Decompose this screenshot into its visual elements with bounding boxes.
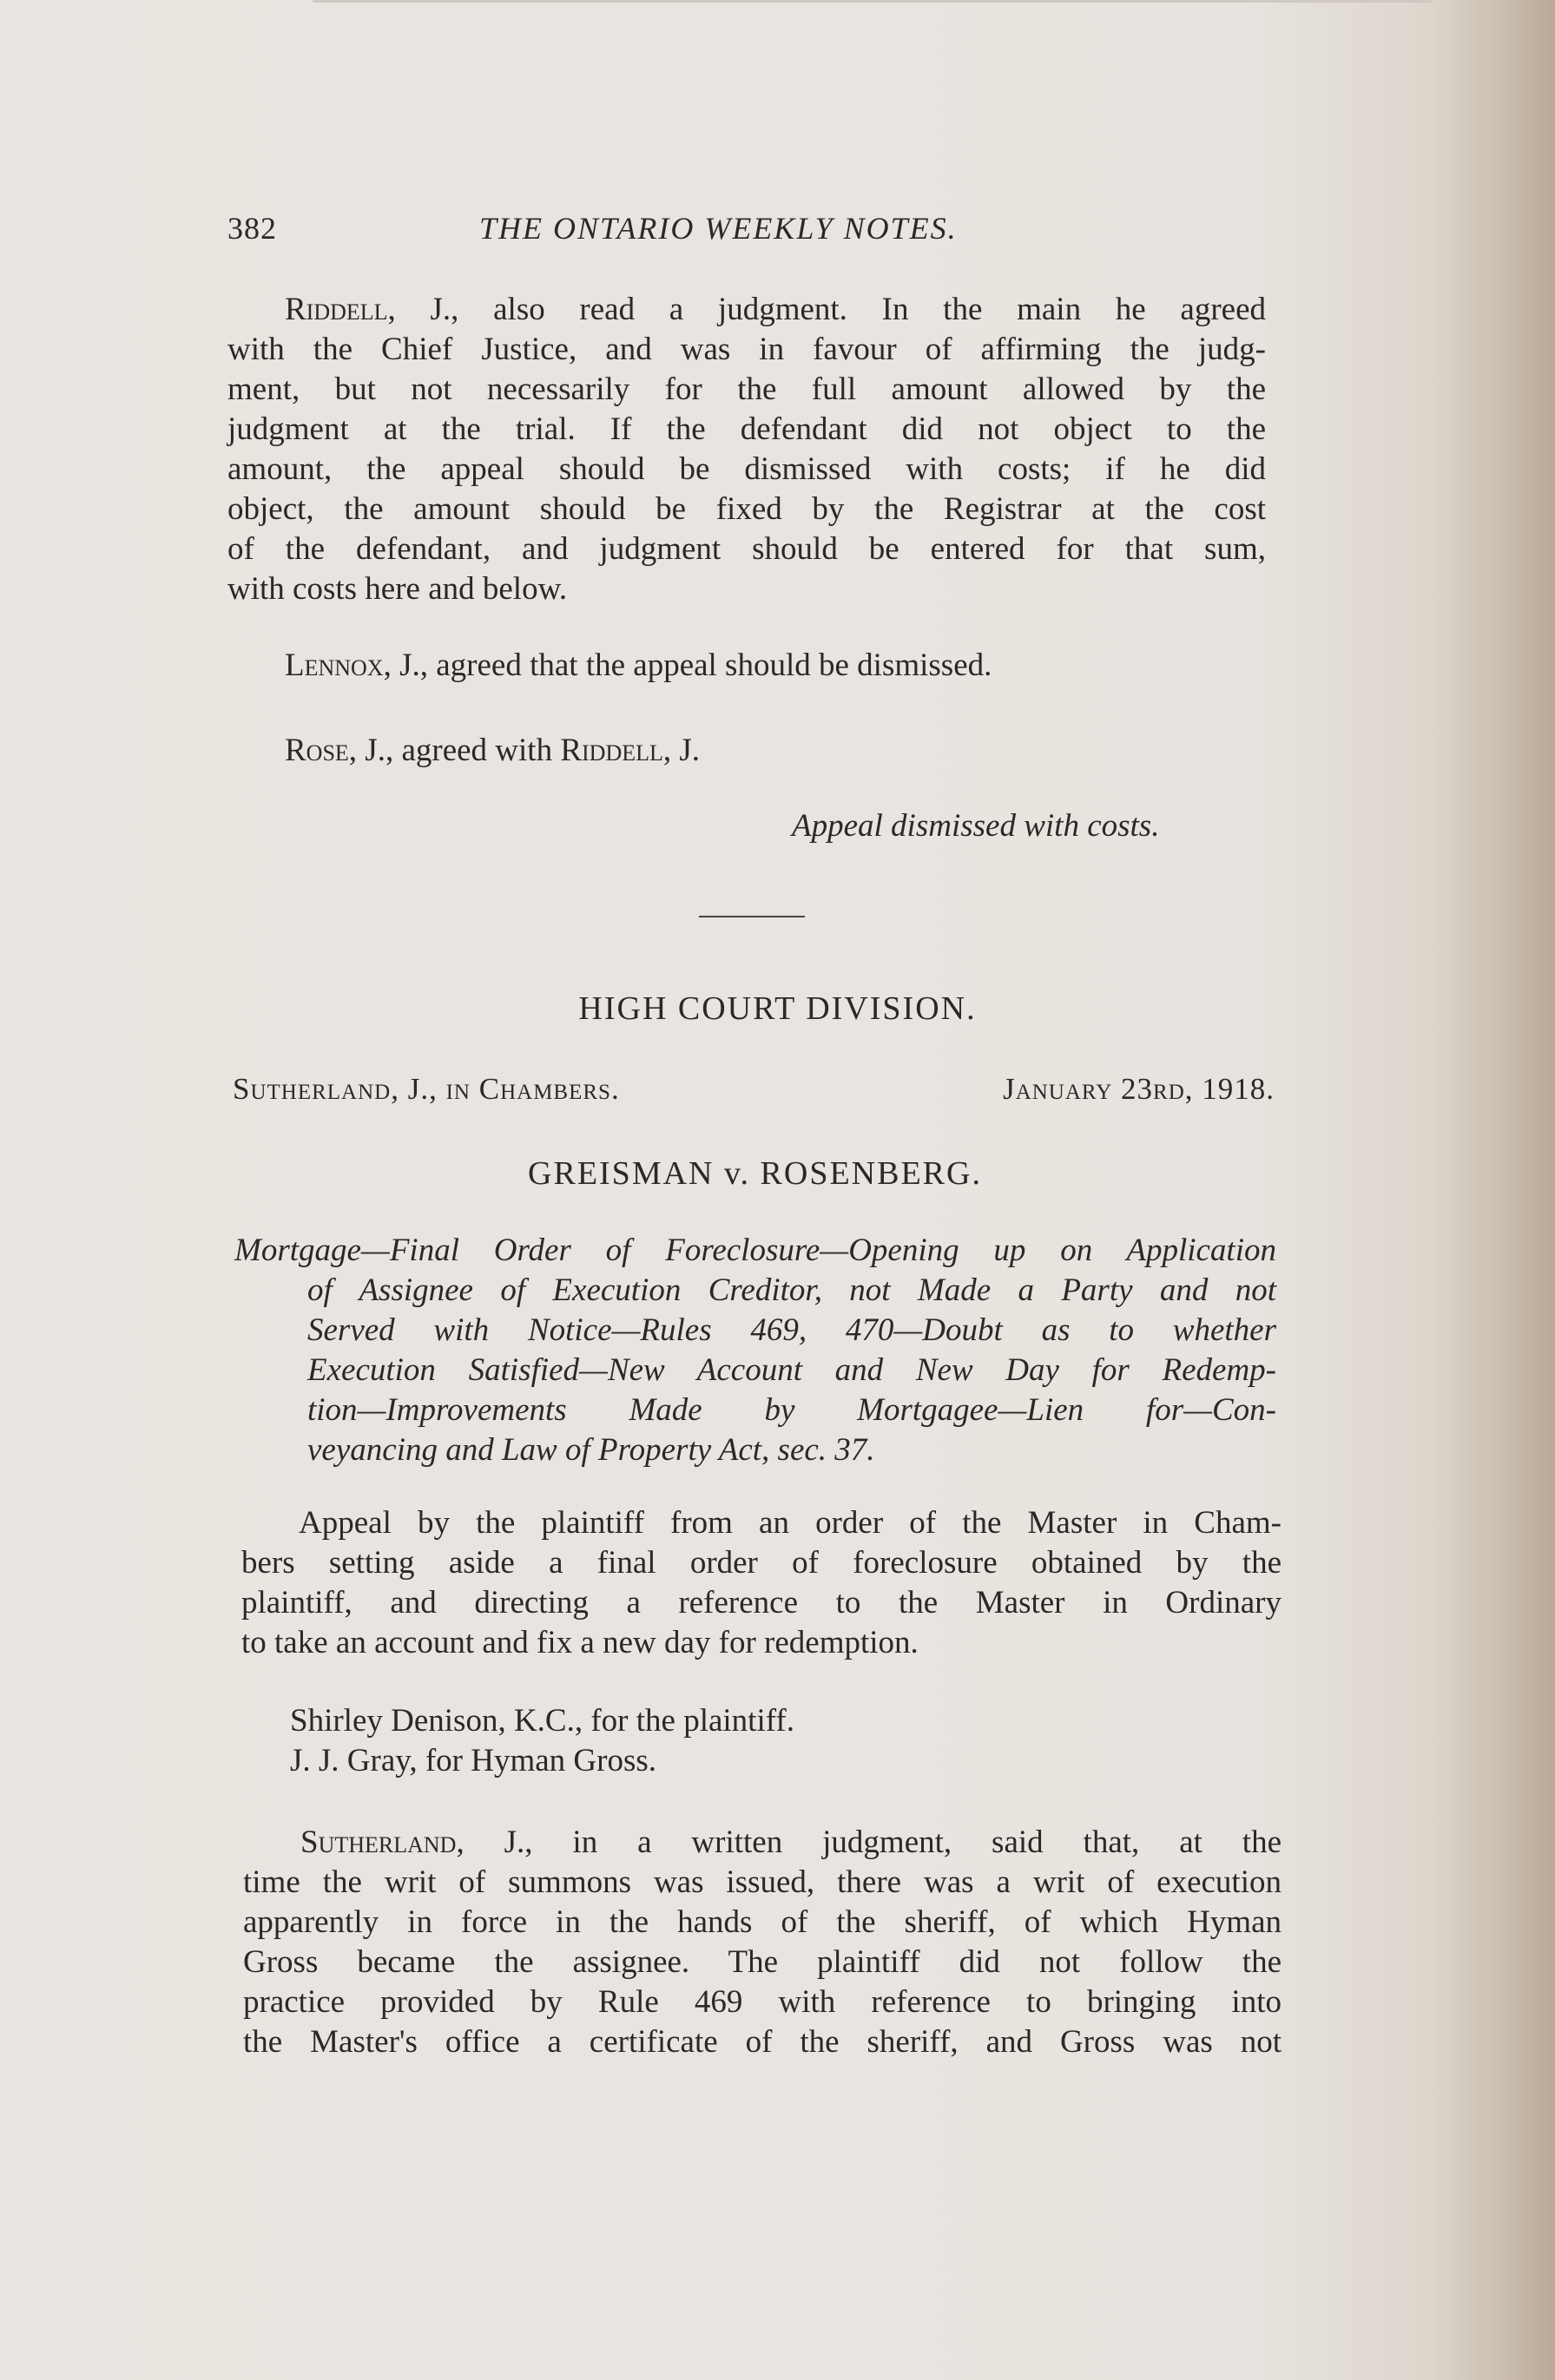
counsel-entry: J. J. Gray, for Hyman Gross. xyxy=(290,1743,657,1778)
judge-name: Sutherland xyxy=(300,1824,457,1860)
paragraph-line: Sutherland, J., in a written judgment, said that, at the xyxy=(300,1824,1282,1860)
paragraph-line: apparently in force in the hands of the sheriff, of which Hyman xyxy=(243,1904,1282,1940)
paragraph-line: plaintiff, and directing a reference to the Master in Ordinary xyxy=(241,1585,1282,1621)
headnote-line: Mortgage—Final Order of Foreclosure—Opening up on Application xyxy=(234,1233,1276,1268)
paragraph-line: object, the amount should be fixed by the Registrar at the cost xyxy=(227,491,1266,527)
counsel-list xyxy=(290,1701,794,1781)
paragraph-line: with costs here and below. xyxy=(227,571,568,607)
riddell-paragraph xyxy=(227,290,1266,609)
judge-name: Rose xyxy=(285,733,349,768)
counsel-entry: Shirley Denison, K.C., for the plaintiff. xyxy=(290,1703,794,1739)
section-divider xyxy=(699,916,805,917)
court-line xyxy=(233,1072,1275,1115)
judge-name: Riddell xyxy=(285,292,388,327)
paragraph-line: ment, but not necessarily for the full amount allowed by the xyxy=(227,371,1266,407)
headnote-line: tion—Improvements Made by Mortgagee—Lien for—Con- xyxy=(307,1392,1276,1428)
headnote-line: veyancing and Law of Property Act, sec. 37. xyxy=(307,1432,875,1468)
paragraph-line: bers setting aside a final order of foreclosure obtained by the xyxy=(241,1545,1282,1581)
page-number: 382 xyxy=(227,211,277,246)
section-heading: HIGH COURT DIVISION. xyxy=(578,990,977,1027)
paragraph-line: Appeal by the plaintiff from an order of the Master in Cham- xyxy=(299,1505,1282,1541)
disposition: Appeal dismissed with costs. xyxy=(792,808,1160,844)
headnote-line: of Assignee of Execution Creditor, not Made a Party and not xyxy=(307,1272,1276,1308)
judgment-date: January 23rd, 1918. xyxy=(1003,1072,1275,1106)
judge-name: Riddell xyxy=(560,733,663,768)
headnote-line: Served with Notice—Rules 469, 470—Doubt as to whether xyxy=(307,1312,1276,1348)
paragraph-line: amount, the appeal should be dismissed with costs; if he did xyxy=(227,451,1266,487)
judge-in-chambers: Sutherland, J., in Chambers. xyxy=(233,1072,620,1106)
lennox-paragraph: Lennox, J., agreed that the appeal should be dismissed. xyxy=(285,648,992,683)
paragraph-line: to take an account and fix a new day for redemption. xyxy=(241,1625,919,1660)
headnote xyxy=(234,1231,1276,1470)
paragraph-line: with the Chief Justice, and was in favour of affirming the judg- xyxy=(227,332,1266,367)
page-top-edge xyxy=(313,0,1433,3)
paragraph-line: of the defendant, and judgment should be entered for that sum, xyxy=(227,531,1266,567)
paragraph-line: judgment at the trial. If the defendant did not object to the xyxy=(227,411,1266,447)
appeal-paragraph xyxy=(241,1503,1282,1663)
paragraph-line: the Master's office a certificate of the sheriff, and Gross was not xyxy=(243,2024,1282,2060)
paragraph-line: time the writ of summons was issued, there was a writ of execution xyxy=(243,1864,1282,1900)
paragraph-line: practice provided by Rule 469 with reference to bringing into xyxy=(243,1984,1282,2020)
page-header xyxy=(227,210,1269,253)
rose-paragraph: Rose, J., agreed with Riddell, J. xyxy=(285,733,701,768)
case-title: GREISMAN v. ROSENBERG. xyxy=(528,1155,982,1192)
running-title: THE ONTARIO WEEKLY NOTES. xyxy=(479,211,958,246)
headnote-line: Execution Satisfied—New Account and New Day for Redemp- xyxy=(307,1352,1276,1388)
paragraph-line: Gross became the assignee. The plaintiff did not follow the xyxy=(243,1944,1282,1980)
judge-name: Lennox xyxy=(285,648,384,683)
paragraph-line: Riddell, J., also read a judgment. In the main he agreed xyxy=(285,292,1266,327)
judgment-paragraph xyxy=(243,1823,1282,2062)
